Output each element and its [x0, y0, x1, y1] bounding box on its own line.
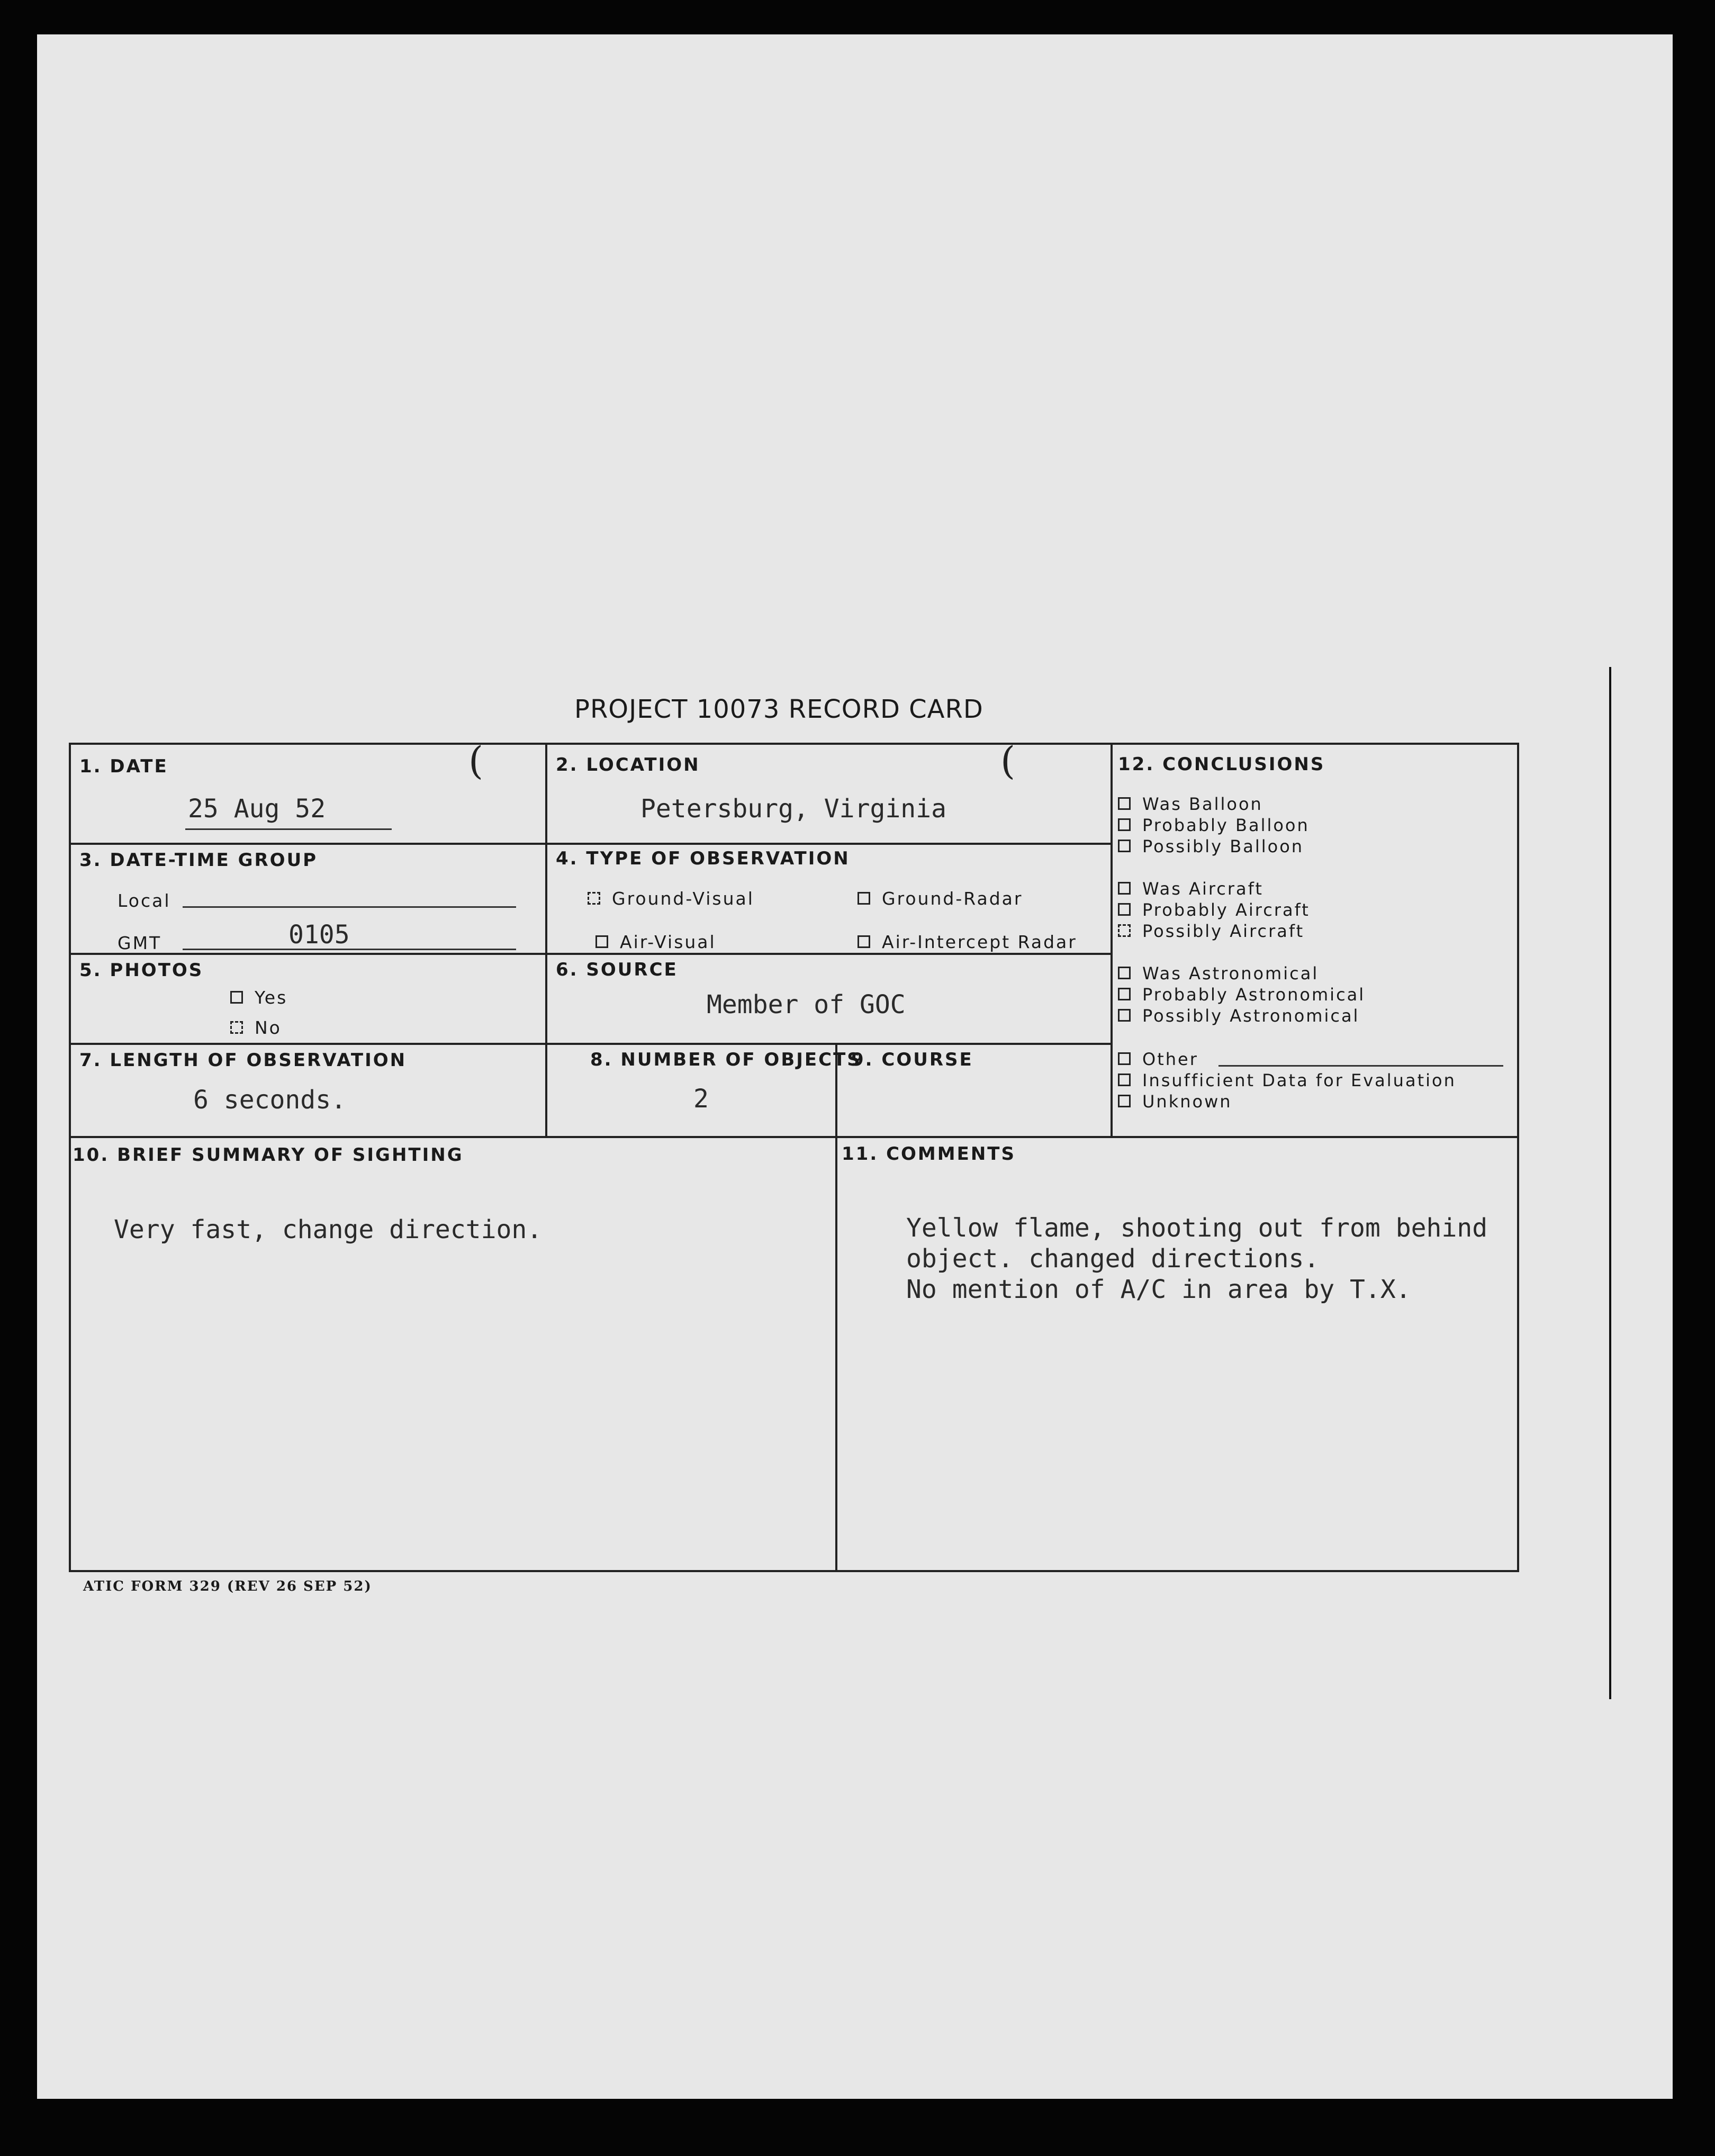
conclusion-probably-astronomical[interactable]: Probably Astronomical [1118, 985, 1365, 1005]
checkbox-icon [1118, 1074, 1131, 1086]
type-of-observation-label: 4. TYPE OF OBSERVATION [556, 848, 850, 869]
date-underline [185, 828, 392, 830]
checkbox-icon [1118, 1095, 1131, 1107]
divider [1111, 743, 1113, 1136]
length-of-observation-value: 6 seconds. [193, 1085, 346, 1115]
divider [835, 1043, 837, 1572]
gmt-label: GMT [118, 933, 162, 953]
comments-line: Yellow flame, shooting out from behind [906, 1213, 1488, 1243]
checkbox-checked-icon [1118, 924, 1131, 937]
comments-line: No mention of A/C in area by T.X. [906, 1275, 1411, 1304]
conclusion-other[interactable]: Other [1118, 1049, 1198, 1069]
location-value: Petersburg, Virginia [640, 794, 946, 824]
checkbox-icon [1118, 818, 1131, 831]
brief-summary-label: 10. BRIEF SUMMARY OF SIGHTING [73, 1144, 464, 1166]
checkbox-icon [1118, 1052, 1131, 1065]
punch-mark: ( [468, 738, 484, 783]
conclusion-possibly-astronomical[interactable]: Possibly Astronomical [1118, 1006, 1359, 1026]
other-underline [1218, 1065, 1503, 1067]
location-label: 2. LOCATION [556, 754, 700, 775]
conclusion-was-astronomical[interactable]: Was Astronomical [1118, 963, 1319, 984]
number-of-objects-value: 2 [693, 1084, 709, 1114]
conclusion-possibly-balloon[interactable]: Possibly Balloon [1118, 836, 1304, 856]
conclusion-probably-balloon[interactable]: Probably Balloon [1118, 815, 1310, 835]
date-time-group-label: 3. DATE-TIME GROUP [79, 850, 318, 871]
checkbox-icon [1118, 882, 1131, 895]
photos-label: 5. PHOTOS [79, 960, 204, 981]
number-of-objects-label: 8. NUMBER OF OBJECTS [590, 1049, 862, 1070]
checkbox-icon [858, 892, 870, 905]
divider [545, 743, 547, 1136]
option-photos-yes[interactable]: Yes [230, 987, 287, 1008]
checkbox-icon [1118, 797, 1131, 810]
divider [69, 1043, 1111, 1045]
length-of-observation-label: 7. LENGTH OF OBSERVATION [79, 1050, 407, 1071]
gmt-value: 0105 [288, 920, 350, 950]
checkbox-icon [1118, 903, 1131, 916]
conclusion-insufficient-data[interactable]: Insufficient Data for Evaluation [1118, 1070, 1456, 1090]
checkbox-checked-icon [588, 892, 600, 905]
brief-summary-value: Very fast, change direction. [114, 1215, 543, 1244]
source-label: 6. SOURCE [556, 959, 678, 980]
conclusions-label: 12. CONCLUSIONS [1118, 754, 1325, 775]
checkbox-icon [1118, 967, 1131, 979]
checkbox-icon [1118, 988, 1131, 1000]
checkbox-checked-icon [230, 1021, 243, 1034]
course-label: 9. COURSE [851, 1049, 973, 1070]
punch-mark: ( [1000, 738, 1016, 783]
checkbox-icon [858, 935, 870, 948]
checkbox-icon [230, 991, 243, 1004]
local-label: Local [118, 890, 171, 911]
form-title: PROJECT 10073 RECORD CARD [574, 694, 983, 724]
checkbox-icon [1118, 840, 1131, 852]
date-label: 1. DATE [79, 756, 168, 777]
local-underline [183, 906, 516, 908]
divider [69, 953, 1111, 955]
form-number: ATIC FORM 329 (REV 26 SEP 52) [83, 1578, 372, 1594]
option-ground-radar[interactable]: Ground-Radar [858, 888, 1023, 909]
conclusion-was-aircraft[interactable]: Was Aircraft [1118, 879, 1263, 899]
option-air-visual[interactable]: Air-Visual [595, 932, 716, 952]
checkbox-icon [595, 935, 608, 948]
option-ground-visual[interactable]: Ground-Visual [588, 888, 754, 909]
divider [69, 843, 1111, 845]
source-value: Member of GOC [707, 990, 906, 1020]
conclusion-probably-aircraft[interactable]: Probably Aircraft [1118, 900, 1310, 920]
card-edge [1609, 667, 1611, 1699]
divider [69, 1136, 1519, 1138]
date-value: 25 Aug 52 [188, 794, 326, 824]
option-photos-no[interactable]: No [230, 1017, 282, 1038]
comments-label: 11. COMMENTS [842, 1143, 1016, 1165]
option-air-intercept-radar[interactable]: Air-Intercept Radar [858, 932, 1077, 952]
conclusion-was-balloon[interactable]: Was Balloon [1118, 794, 1263, 814]
conclusion-possibly-aircraft[interactable]: Possibly Aircraft [1118, 921, 1304, 941]
comments-line: object. changed directions. [906, 1244, 1320, 1274]
conclusion-unknown[interactable]: Unknown [1118, 1091, 1232, 1112]
checkbox-icon [1118, 1009, 1131, 1022]
